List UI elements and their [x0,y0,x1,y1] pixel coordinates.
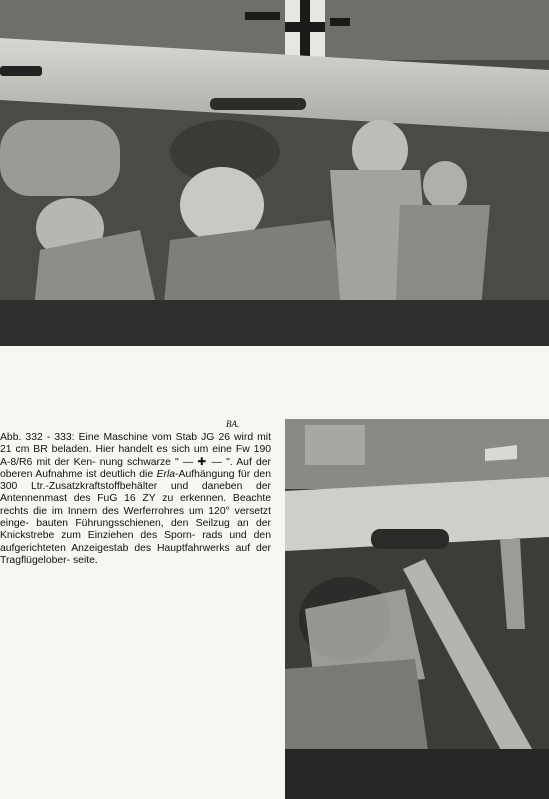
caption-line: -Aufhängung [175,468,235,480]
caption-line: der Knickstrebe zum Einziehen des Sporn- [0,518,274,542]
caption-line: es sich um eine Fw 190 A-8/R6 mit der Ken- [0,444,274,468]
bottom-photo [285,419,549,799]
caption-line: daneben der Antennenmast des FuG 16 ZY [0,481,274,505]
caption-line: bauten Führungsschienen, den Seilzug an [36,518,249,530]
caption-line: Abb. 332 - 333: Eine Maschine vom Stab JG [0,432,215,443]
figure-caption [0,432,274,567]
caption-line: seite. [72,554,98,566]
caption-line: nung schwarze " — ✚ — ". Auf der oberen [0,456,274,480]
caption-line: des Hauptfahrwerks auf der Tragflügelober- [0,542,274,566]
caption-line: 26 wird mit 21 cm BR beladen. Hier handelt [0,432,274,456]
caption-line: zu erkennen. Beachte rechts die im Innern [0,493,274,517]
photo-credit: BA. [226,419,240,429]
caption-line: Aufnahme ist deutlich die [35,468,157,480]
caption-emphasis: Erla [156,468,176,480]
top-photo [0,0,549,346]
caption-line: des Werferrohres um 120° versetzt einge- [0,505,274,530]
caption-line: rads und den aufgerichteten Anzeigestab [0,530,274,554]
caption-line: für den 300 Ltr.-Zusatzkraftstoffbehälter und [0,468,274,493]
